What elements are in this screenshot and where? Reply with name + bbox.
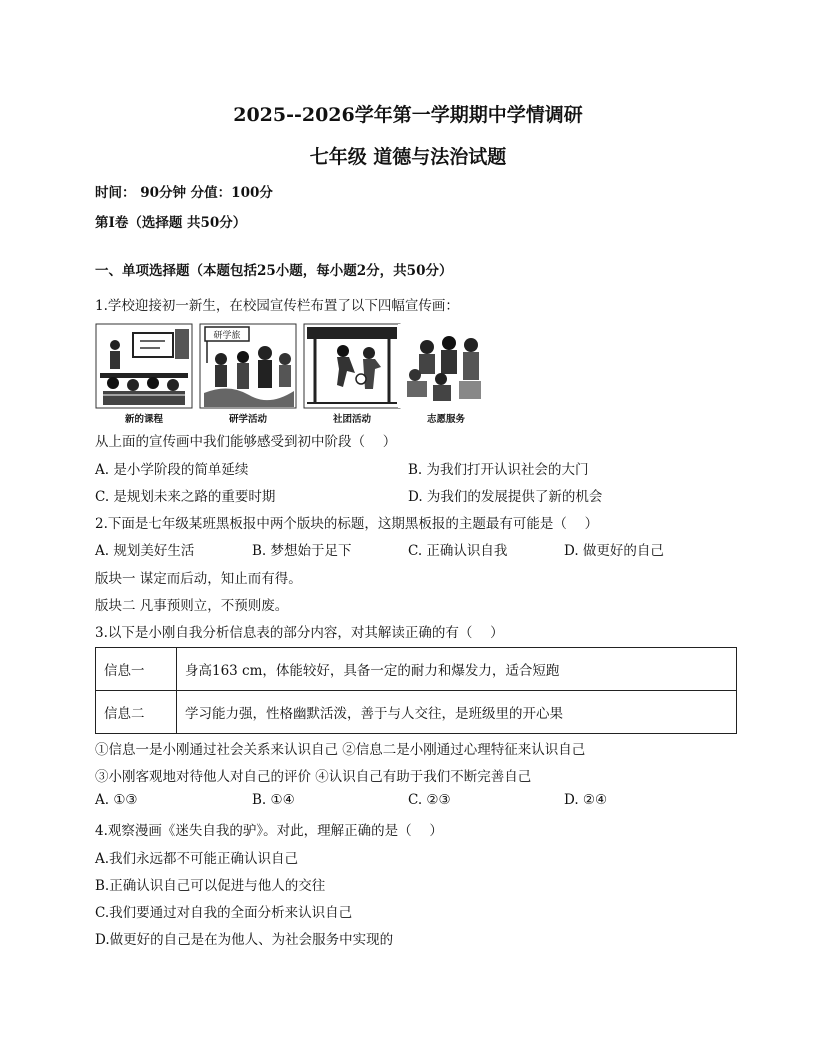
q1-question: 从上面的宣传画中我们能够感受到初中阶段（ ）: [95, 434, 397, 450]
q1-figures: [95, 323, 495, 423]
q4-option-a[interactable]: A.我们永远都不可能正确认识自己: [95, 851, 299, 867]
q4-stem: 4.观察漫画《迷失自我的驴》。对此，理解正确的是（ ）: [95, 823, 443, 839]
table-row: [96, 691, 737, 734]
study-trip-illustration: [199, 323, 297, 423]
q1-option-d[interactable]: D. 为我们的发展提供了新的机会: [408, 489, 603, 505]
q4-option-d[interactable]: D.做更好的自己是在为他人、为社会服务中实现的: [95, 932, 394, 948]
exam-title: 2025--2026学年第一学期期中学情调研: [233, 104, 583, 126]
q3-option-c[interactable]: C. ②③: [408, 792, 451, 808]
figure-caption: 新的课程: [124, 414, 163, 425]
q3-stem: 3.以下是小刚自我分析信息表的部分内容，对其解读正确的有（ ）: [95, 625, 504, 641]
classroom-illustration: [95, 323, 193, 423]
q2-block-2: 版块二 凡事预则立，不预则废。: [95, 598, 289, 614]
q2-block-1: 版块一 谋定而后动，知止而有得。: [95, 571, 302, 587]
q3-option-d[interactable]: D. ②④: [564, 792, 608, 808]
q2-option-c[interactable]: C. 正确认识自我: [408, 543, 508, 559]
q1-option-a[interactable]: A. 是小学阶段的简单延续: [95, 462, 249, 478]
q3-info-table: [95, 647, 737, 734]
figure-caption: 社团活动: [332, 414, 371, 425]
q2-option-a[interactable]: A. 规划美好生活: [95, 543, 195, 559]
volume-heading: 第Ⅰ卷（选择题 共50分）: [95, 215, 247, 231]
q2-option-d[interactable]: D. 做更好的自己: [564, 543, 664, 559]
banner-text: 研学旅: [213, 331, 241, 341]
section-heading: 一、单项选择题（本题包括25小题，每小题2分，共50分）: [95, 263, 453, 279]
table-cell-key: 信息二: [96, 691, 177, 734]
club-activity-illustration: [303, 323, 401, 423]
table-cell-value: 身高163 cm，体能较好，具备一定的耐力和爆发力，适合短跑: [177, 648, 737, 691]
q4-option-c[interactable]: C.我们要通过对自我的全面分析来认识自己: [95, 905, 353, 921]
q1-option-b[interactable]: B. 为我们打开认识社会的大门: [408, 462, 589, 478]
table-cell-key: 信息一: [96, 648, 177, 691]
exam-subtitle: 七年级 道德与法治试题: [309, 146, 507, 168]
time-score: 时间： 90分钟 分值：100分: [95, 185, 273, 201]
q1-option-c[interactable]: C. 是规划未来之路的重要时期: [95, 489, 276, 505]
q1-stem: 1.学校迎接初一新生，在校园宣传栏布置了以下四幅宣传画：: [95, 298, 459, 314]
q3-statement-2: ③小刚客观地对待他人对自己的评价 ④认识自己有助于我们不断完善自己: [95, 769, 532, 785]
q3-statement-1: ①信息一是小刚通过社会关系来认识自己 ②信息二是小刚通过心理特征来认识自己: [95, 742, 586, 758]
table-row: [96, 648, 737, 691]
q2-stem: 2.下面是七年级某班黑板报中两个版块的标题，这期黑板报的主题最有可能是（ ）: [95, 516, 599, 532]
q2-option-b[interactable]: B. 梦想始于足下: [252, 543, 352, 559]
figure-caption: 研学活动: [228, 414, 267, 425]
q4-option-b[interactable]: B.正确认识自己可以促进与他人的交往: [95, 878, 326, 894]
table-cell-value: 学习能力强，性格幽默活泼，善于与人交往，是班级里的开心果: [177, 691, 737, 734]
q3-option-b[interactable]: B. ①④: [252, 792, 295, 808]
figure-caption: 志愿服务: [426, 414, 465, 425]
volunteer-service-illustration: [397, 323, 495, 423]
q3-option-a[interactable]: A. ①③: [95, 792, 138, 808]
